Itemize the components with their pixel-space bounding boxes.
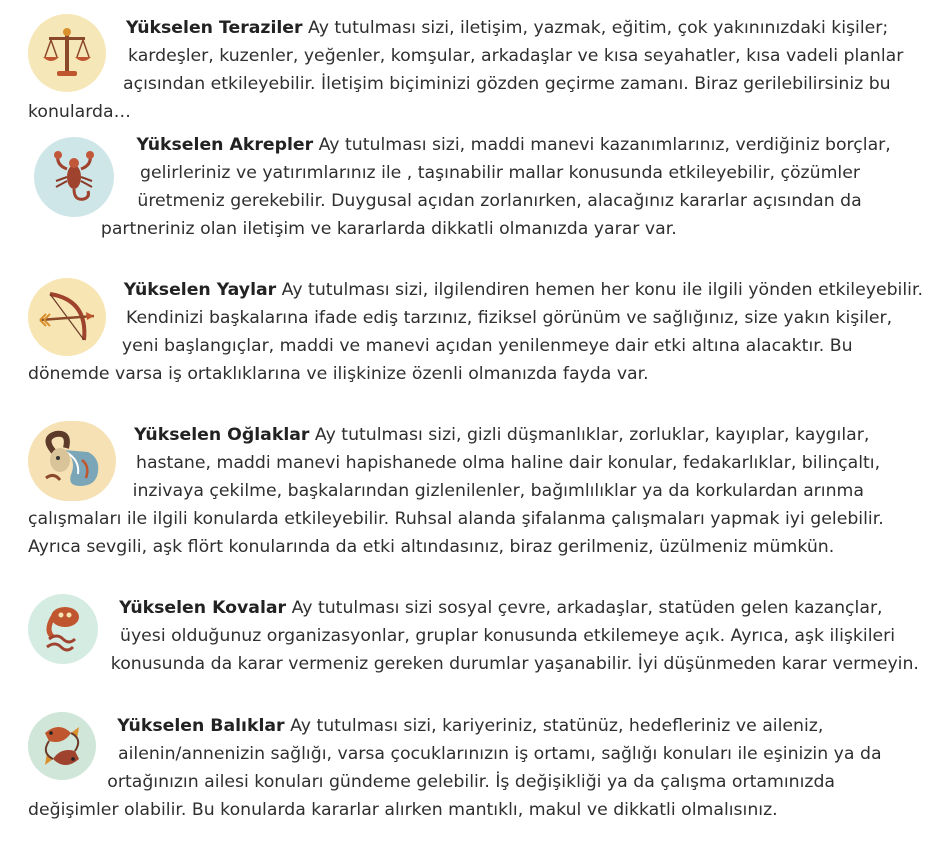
horoscope-entry-scorpio [28,131,930,243]
entry-text: Ay tutulması sizi, ilgilendiren hemen her konu ile ilgili yönden etkileyebilir. Kendinizi başkalarına ifade ediş tarzınız, fiziksel görünüm ve sağlığınız, size yakın kişiler, yeni başlangıçlar, maddi ve manevi açıdan yenilenmeye dair etki altına alacaktır. Bu dönemde varsa iş ortaklıklarına ve ilişkinize özenli olmanızda fayda var. [28,280,923,384]
entry-text: Ay tutulması sizi sosyal çevre, arkadaşlar, statüden gelen kazançlar, üyesi olduğunuz organizasyonlar, gruplar konusunda etkilemeye açık. Ayrıca, aşk ilişkileri konusunda da karar vermeniz gereken durumlar yaşanabilir. İyi düşünmeden karar vermeyin. [110,598,919,674]
libra-scales-icon [28,14,106,92]
horoscope-entry-capricorn [28,421,930,561]
scorpio-scorpion-icon [34,137,114,217]
entry-text: Ay tutulması sizi, gizli düşmanlıklar, zorluklar, kayıplar, kaygılar, hastane, maddi manevi hapishanede olma haline dair konular, fedakarlıklar, bilinçaltı, inzivaya çekilme, başkalarından gizlenilenler, bağımlılıklar ya da korkulardan arınma çalışmaları ile ilgili konularda etkileyebilir. Ruhsal alanda şifalanma çalışmaları yapmak iyi gelebilir. Ayrıca sevgili, aşk flört konularında da etki altındasınız, biraz gerilmeniz, üzülmeniz mümkün. [28,425,884,557]
entry-title: Yükselen Yaylar [123,280,277,300]
entry-text: Ay tutulması sizi, iletişim, yazmak, eğitim, çok yakınınızdaki kişiler; kardeşler, kuzenler, yeğenler, komşular, arkadaşlar ve kısa seyahatler, kısa vadeli planlar açısından etkileyebilir. İletişim biçiminizi gözden geçirme zamanı. Biraz gerilebilirsiniz bu konularda… [28,18,904,122]
aquarius-water-bearer-icon [28,594,98,664]
capricorn-goat-icon [28,421,116,501]
entry-title: Yükselen Teraziler [125,18,303,38]
entry-text: Ay tutulması sizi, kariyeriniz, statünüz, hedefleriniz ve aileniz, ailenin/annenizin sağlığı, varsa çocuklarınızın iş ortamı, sağlığı konuları ile eşinizin ya da ortağınızın ailesi konuları gündeme gelebilir. İş değişikliği ya da çalışma ortamınızda değişimler olabilir. Bu konularda kararlar alırken mantıklı, makul ve dikkatli olmalısınız. [28,716,882,820]
entry-title: Yükselen Akrepler [136,135,314,155]
entry-title: Yükselen Oğlaklar [134,425,310,445]
horoscope-entry-libra [28,14,930,126]
entry-title: Yükselen Kovalar [119,598,287,618]
horoscope-entry-sagittarius [28,276,930,388]
sagittarius-bow-arrow-icon [28,278,106,356]
entry-title: Yükselen Balıklar [117,716,285,736]
horoscope-entry-aquarius [28,594,930,678]
horoscope-entry-pisces [28,712,930,824]
entry-text: Ay tutulması sizi, maddi manevi kazanımlarınız, verdiğiniz borçlar, gelirleriniz ve yatırımlarınız ile , taşınabilir mallar konusunda etkileyebilir, çözümler üretmeniz gerekebilir. Duygusal açıdan zorlanırken, alacağınız kararlar açısından da partneriniz olan iletişim ve kararlarda dikkatli olmanızda yarar var. [100,135,891,239]
pisces-fish-icon [28,712,96,780]
